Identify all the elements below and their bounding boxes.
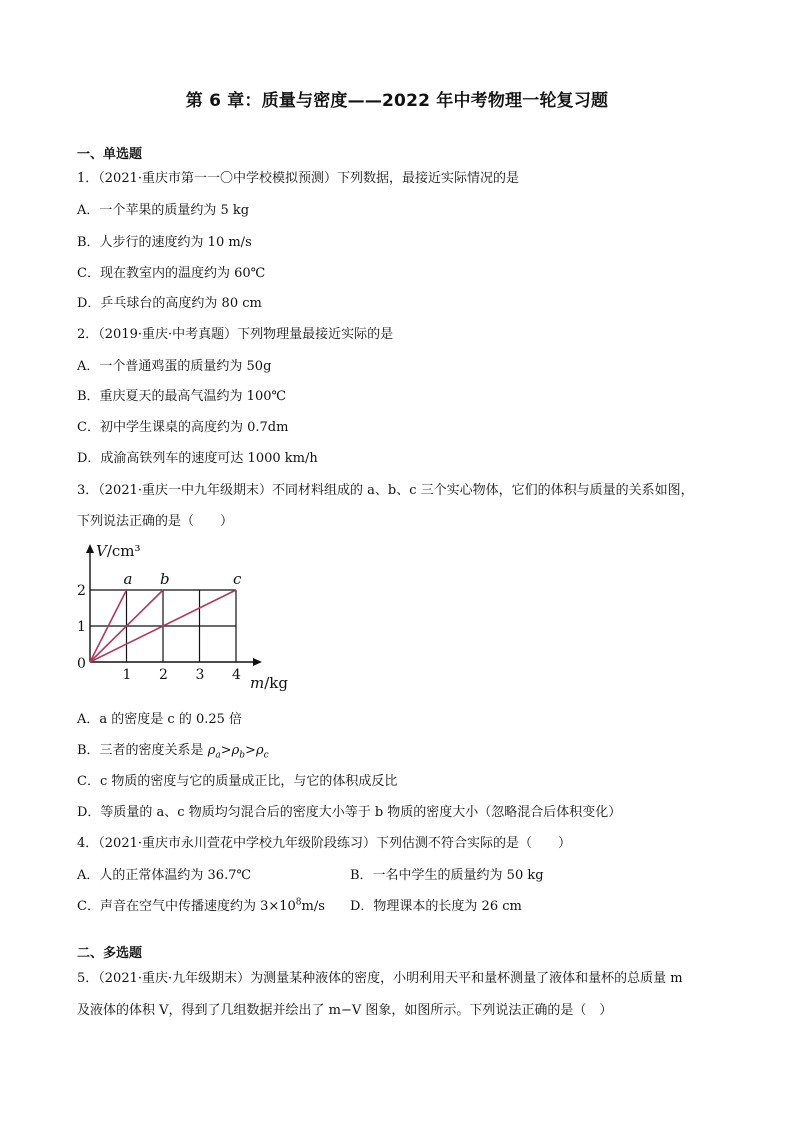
y-axis-arrow	[86, 544, 94, 553]
origin-label: 0	[77, 656, 86, 672]
q2-stem: 2．（2019·重庆·中考真题）下列物理量最接近实际的是	[77, 327, 394, 342]
q5-stem-line1: 5．（2021·重庆·九年级期末）为测量某种液体的密度，小明利用天平和量杯测量了液体和量杯的总质量 m	[77, 971, 683, 986]
q1-option-a: A．一个苹果的质量约为 5 kg	[77, 203, 250, 218]
q3-option-b-text: B．三者的密度关系是	[77, 743, 208, 758]
q2-option-a: A．一个普通鸡蛋的质量约为 50g	[77, 359, 272, 374]
series-label-a: a	[123, 570, 133, 588]
q3-option-a: A．a 的密度是 c 的 0.25 倍	[77, 712, 243, 727]
q4-stem: 4．（2021·重庆市永川萱花中学校九年级阶段练习）下列估测不符合实际的是（ ）	[77, 836, 571, 851]
q4-option-c-exponent: 8	[295, 897, 302, 908]
q5-stem-line2: 及液体的体积 V，得到了几组数据并绘出了 m−V 图象，如图所示。下列说法正确的是（ ）	[77, 1003, 613, 1018]
page-title: 第 6 章：质量与密度——2022 年中考物理一轮复习题	[185, 91, 609, 111]
q3-option-c: C．c 物质的密度与它的质量成正比，与它的体积成反比	[77, 774, 398, 789]
q4-option-c	[77, 895, 325, 914]
density-relation: $\rho_a>\rho_b>\rho_c$	[207, 743, 269, 761]
x-tick-label-1: 1	[122, 667, 132, 683]
q3-option-d: D．等质量的 a、c 物质均匀混合后的密度大小等于 b 物质的密度大小（忽略混合后体积变化）	[77, 805, 622, 820]
q4-option-a: A．人的正常体温约为 36.7℃	[77, 868, 252, 883]
q4-option-b: B．一名中学生的质量约为 50 kg	[350, 868, 544, 883]
q3-stem-line2: 下列说法正确的是（ ）	[77, 514, 234, 529]
q4-option-d: D．物理课本的长度为 26 cm	[350, 899, 522, 914]
q4-option-c-text: C．声音在空气中传播速度约为 3×10	[77, 899, 296, 914]
y-tick-label-2: 2	[77, 583, 86, 599]
q2-option-c: C．初中学生课桌的高度约为 0.7dm	[77, 420, 289, 435]
x-tick-label-2: 2	[159, 667, 168, 683]
q1-option-d: D．乒乓球台的高度约为 80 cm	[77, 296, 262, 311]
q2-option-d: D．成渝高铁列车的速度可达 1000 km/h	[77, 451, 318, 466]
q4-option-c-unit: m/s	[301, 899, 325, 914]
x-axis-label: m/kg	[250, 674, 288, 692]
q1-option-c: C．现在教室内的温度约为 60℃	[77, 266, 266, 281]
volume-mass-chart	[70, 540, 300, 692]
q1-option-b: B．人步行的速度约为 10 m/s	[77, 235, 252, 250]
q1-stem: 1．（2021·重庆市第一一〇中学校模拟预测）下列数据，最接近实际情况的是	[77, 171, 519, 186]
x-tick-label-3: 3	[195, 667, 205, 683]
q2-option-b: B．重庆夏天的最高气温约为 100℃	[77, 389, 287, 404]
y-tick-label-1: 1	[77, 619, 86, 635]
series-label-c: c	[233, 570, 242, 588]
x-axis-arrow	[253, 658, 262, 666]
x-tick-label-4: 4	[232, 667, 241, 683]
y-axis-label: V/cm³	[96, 542, 141, 560]
series-label-b: b	[160, 570, 170, 588]
section-heading-single-choice: 一、单选题	[77, 147, 143, 162]
q3-option-b	[77, 739, 269, 761]
section-heading-multi-choice: 二、多选题	[77, 946, 143, 961]
q3-stem-line1: 3．（2021·重庆一中九年级期末）不同材料组成的 a、b、c 三个实心物体，它们的体积与质量的关系如图，	[77, 483, 694, 498]
